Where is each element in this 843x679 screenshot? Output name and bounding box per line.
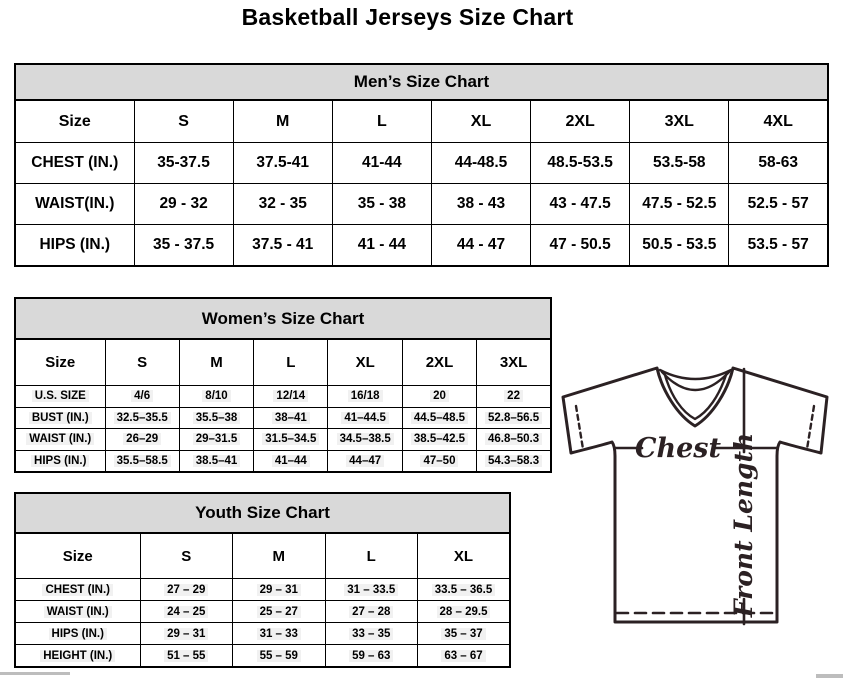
value-cell: 55 – 59 [233,645,326,668]
value-cell: 35.5–58.5 [105,450,179,472]
value-cell: 16/18 [328,386,402,408]
value-cell: 41 - 44 [332,225,431,267]
value-cell: 31 – 33 [233,623,326,645]
column-header: Size [15,339,105,386]
mens-chart-title: Men’s Size Chart [15,64,828,100]
value-cell: 25 – 27 [233,601,326,623]
table-row [15,645,510,668]
value-cell: 54.3–58.3 [477,450,551,472]
value-cell: 27 – 29 [140,579,233,601]
value-cell: 33.5 – 36.5 [418,579,511,601]
table-row [15,623,510,645]
row-label: WAIST (IN.) [15,601,140,623]
value-cell: 48.5-53.5 [531,143,630,184]
table-row [15,386,551,408]
hscroll-fragment-right[interactable] [816,674,843,678]
column-header: 2XL [531,100,630,143]
value-cell: 35 – 37 [418,623,511,645]
row-label: HIPS (IN.) [15,225,134,267]
value-cell: 33 – 35 [325,623,418,645]
mens-size-chart-table [14,63,829,267]
value-cell: 41-44 [332,143,431,184]
column-header: 4XL [729,100,828,143]
value-cell: 58-63 [729,143,828,184]
value-cell: 26–29 [105,429,179,451]
front-length-label: Front Length [729,432,758,618]
value-cell: 41–44 [254,450,328,472]
value-cell: 4/6 [105,386,179,408]
column-header: S [140,533,233,579]
value-cell: 44.5–48.5 [402,407,476,429]
value-cell: 51 – 55 [140,645,233,668]
row-label: HIPS (IN.) [15,450,105,472]
row-label: U.S. SIZE [15,386,105,408]
value-cell: 63 – 67 [418,645,511,668]
table-row [15,184,828,225]
value-cell: 47 - 50.5 [531,225,630,267]
column-header: M [233,100,332,143]
value-cell: 31.5–34.5 [254,429,328,451]
row-label: HIPS (IN.) [15,623,140,645]
table-row [15,601,510,623]
table-row [15,579,510,601]
value-cell: 20 [402,386,476,408]
value-cell: 37.5-41 [233,143,332,184]
row-label: BUST (IN.) [15,407,105,429]
value-cell: 52.5 - 57 [729,184,828,225]
value-cell: 37.5 - 41 [233,225,332,267]
hscroll-fragment-left[interactable] [0,672,70,675]
value-cell: 47–50 [402,450,476,472]
table-row [15,143,828,184]
value-cell: 47.5 - 52.5 [630,184,729,225]
jersey-measurement-diagram [556,362,834,628]
row-label: CHEST (IN.) [15,143,134,184]
column-header: 2XL [402,339,476,386]
column-header: S [105,339,179,386]
value-cell: 32 - 35 [233,184,332,225]
value-cell: 35 - 38 [332,184,431,225]
table-row [15,429,551,451]
column-header: XL [418,533,511,579]
column-header: M [179,339,253,386]
value-cell: 29 – 31 [233,579,326,601]
row-label: WAIST(IN.) [15,184,134,225]
value-cell: 59 – 63 [325,645,418,668]
value-cell: 52.8–56.5 [477,407,551,429]
womens-size-chart-table [14,297,552,473]
row-label: HEIGHT (IN.) [15,645,140,668]
table-row [15,407,551,429]
value-cell: 50.5 - 53.5 [630,225,729,267]
value-cell: 8/10 [179,386,253,408]
value-cell: 43 - 47.5 [531,184,630,225]
value-cell: 35 - 37.5 [134,225,233,267]
value-cell: 53.5-58 [630,143,729,184]
value-cell: 44-48.5 [431,143,530,184]
youth-chart-title: Youth Size Chart [15,493,510,533]
value-cell: 35-37.5 [134,143,233,184]
value-cell: 22 [477,386,551,408]
youth-size-chart-table [14,492,511,668]
value-cell: 34.5–38.5 [328,429,402,451]
value-cell: 38 - 43 [431,184,530,225]
jersey-outline-shape [563,368,827,622]
value-cell: 24 – 25 [140,601,233,623]
value-cell: 29 - 32 [134,184,233,225]
value-cell: 29–31.5 [179,429,253,451]
value-cell: 28 – 29.5 [418,601,511,623]
value-cell: 12/14 [254,386,328,408]
column-header: Size [15,100,134,143]
column-header: 3XL [477,339,551,386]
womens-chart-title: Women’s Size Chart [15,298,551,339]
column-header: S [134,100,233,143]
value-cell: 35.5–38 [179,407,253,429]
row-label: WAIST (IN.) [15,429,105,451]
value-cell: 38.5–41 [179,450,253,472]
row-label: CHEST (IN.) [15,579,140,601]
column-header: XL [431,100,530,143]
column-header: XL [328,339,402,386]
page-title: Basketball Jerseys Size Chart [241,4,574,30]
value-cell: 32.5–35.5 [105,407,179,429]
value-cell: 38–41 [254,407,328,429]
value-cell: 27 – 28 [325,601,418,623]
column-header: M [233,533,326,579]
column-header: L [254,339,328,386]
chest-label: Chest [635,433,721,464]
column-header: L [325,533,418,579]
column-header: L [332,100,431,143]
value-cell: 29 – 31 [140,623,233,645]
column-header: Size [15,533,140,579]
value-cell: 38.5–42.5 [402,429,476,451]
table-row [15,225,828,267]
value-cell: 44 - 47 [431,225,530,267]
column-header: 3XL [630,100,729,143]
value-cell: 44–47 [328,450,402,472]
table-row [15,450,551,472]
value-cell: 31 – 33.5 [325,579,418,601]
value-cell: 46.8–50.3 [477,429,551,451]
value-cell: 53.5 - 57 [729,225,828,267]
value-cell: 41–44.5 [328,407,402,429]
